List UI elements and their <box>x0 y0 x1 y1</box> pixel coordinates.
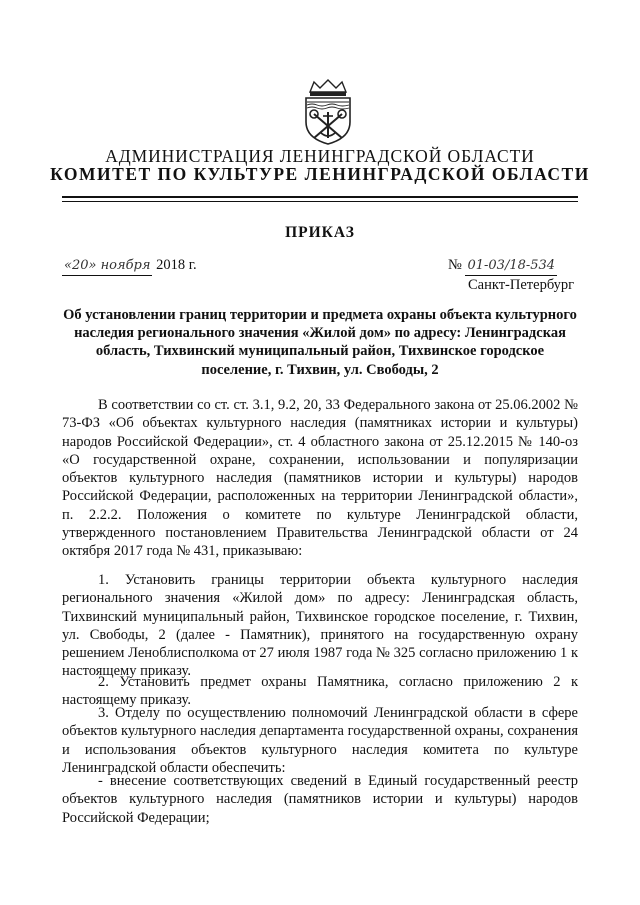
document-type: ПРИКАЗ <box>285 224 355 241</box>
order-item-2: 2. Установить предмет охраны Памятника, согласно приложению 2 к настоящему приказу. <box>62 674 578 709</box>
coat-of-arms-icon <box>298 78 358 146</box>
header-divider-thin <box>62 201 578 202</box>
number-sign: № <box>448 257 462 273</box>
committee-name: КОМИТЕТ ПО КУЛЬТУРЕ ЛЕНИНГРАДСКОЙ ОБЛАСТИ <box>50 164 590 184</box>
document-date <box>62 256 197 276</box>
document-city: Санкт-Петербург <box>468 277 575 293</box>
date-year: 2018 г. <box>156 257 197 273</box>
preamble-paragraph: В соответствии со ст. ст. 3.1, 9.2, 20, 33 Федерального закона от 25.06.2002 № 73-ФЗ «Об объектах культурного наследия (памятниках истории и культуры) народов Российской Федерации», ст. 4 областного закона от 25.12.2015 № 140-оз «О государственной охране, сохранении, использовании и популяризации объектов культурного наследия (памятников истории и культуры) народов Российской Федерации, расположенных на территории Ленинградской области», п. 2.2.2. Положения о комитете по культуре Ленинградской области, утвержденного постановлением Правительства Ленинградской области от 24 октября 2017 года № 431, приказываю: <box>62 397 578 560</box>
organization-name: АДМИНИСТРАЦИЯ ЛЕНИНГРАДСКОЙ ОБЛАСТИ <box>105 146 535 166</box>
document-subject: Об установлении границ территории и предмета охраны объекта культурного наследия регионального значения «Жилой дом» по адресу: Ленинградская область, Тихвинский муниципальный район, Тихвинское городское поселение, г. Тихвин, ул. Свободы, 2 <box>63 307 577 378</box>
order-item-3: 3. Отделу по осуществлению полномочий Ленинградской области в сфере объектов культурного наследия департамента государственной охраны, сохранения и использования объектов культурного наследия комитета по культуре Ленинградской области обеспечить: <box>62 705 578 776</box>
handwritten-date: «20» ноября <box>62 257 152 276</box>
order-item-3-subitem-1: - внесение соответствующих сведений в Единый государственный реестр объектов культурного наследия (памятников истории и культуры) народов Российской Федерации; <box>62 773 578 826</box>
header-divider-thick <box>62 196 578 198</box>
document-number <box>448 256 557 276</box>
handwritten-number: 01-03/18-534 <box>465 257 557 276</box>
order-item-1: 1. Установить границы территории объекта культурного наследия регионального значения «Жилой дом» по адресу: Ленинградская область, Тихвинский муниципальный район, Тихвинское городское поселение, г. Тихвин, ул. Свободы, 2 (далее - Памятник), принятого на государственную охрану решением Леноблисполкома от 27 июля 1987 года № 325 согласно приложению 1 к настоящему приказу. <box>62 572 578 680</box>
